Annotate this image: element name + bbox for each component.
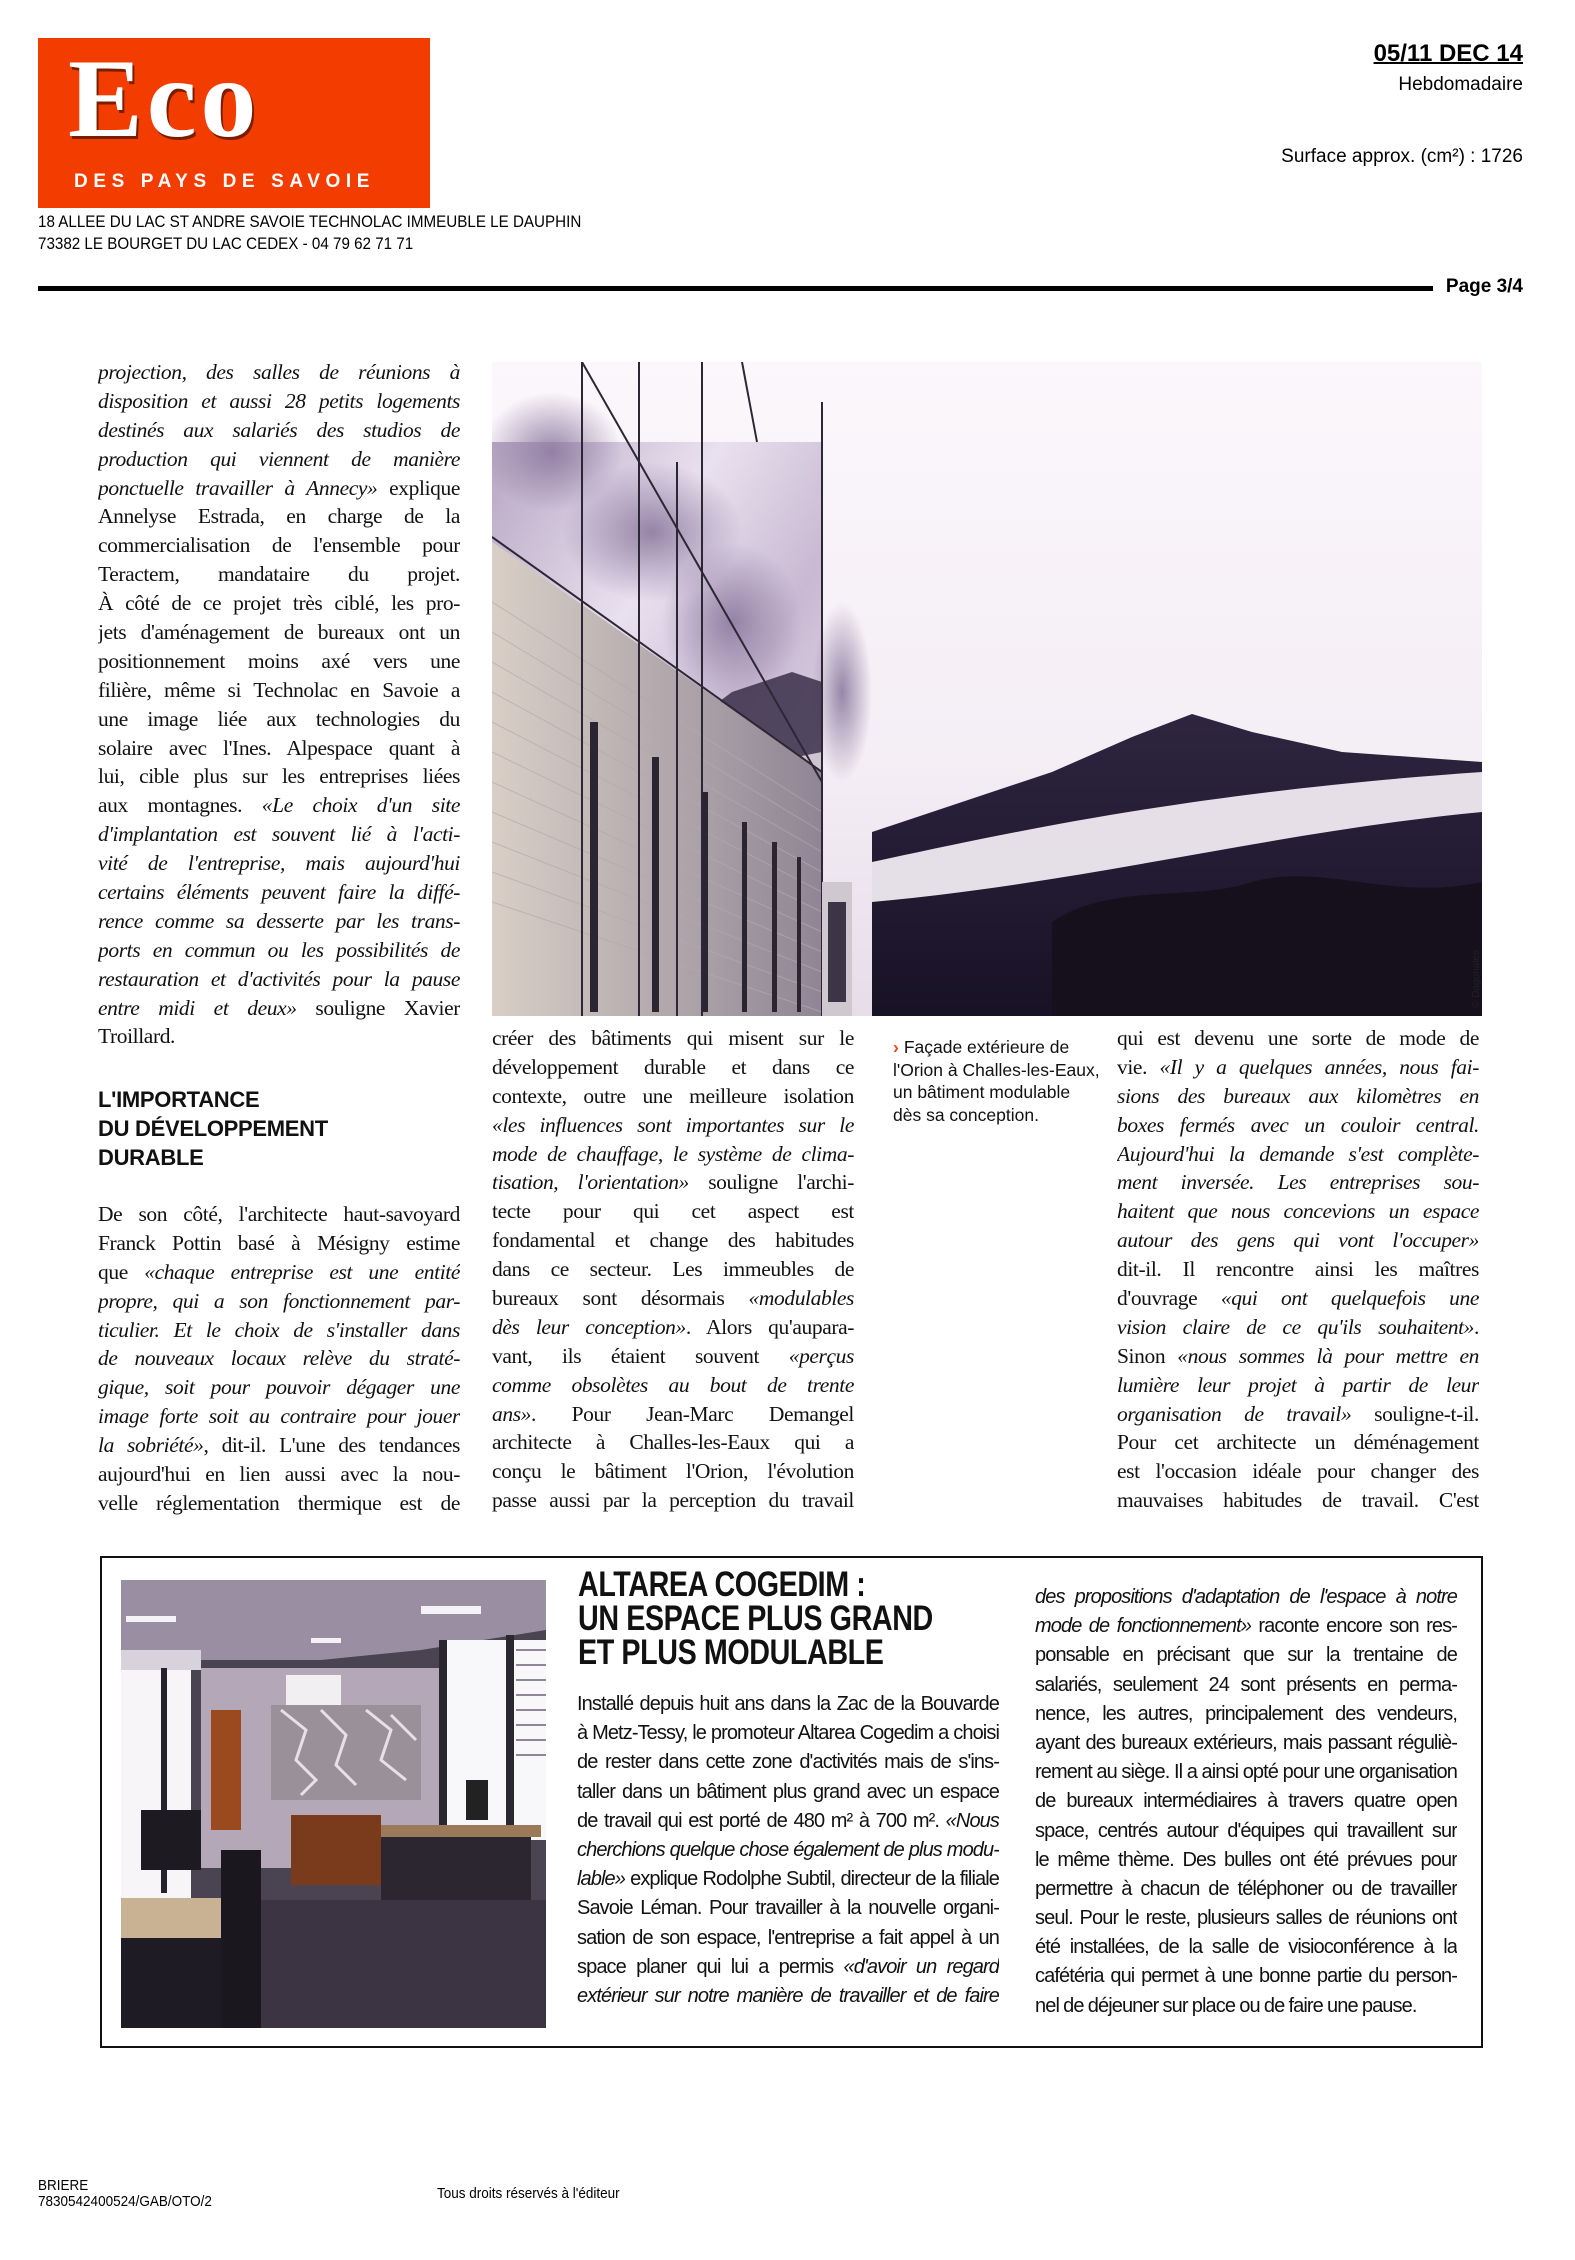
- text-line: [1117, 1428, 1479, 1457]
- quote-segment: boxes fermés avec un couloir central.: [1117, 1112, 1479, 1137]
- section-subheading: [98, 1085, 460, 1172]
- text-segment: jets d'aménagement de bureaux ont un: [98, 620, 460, 645]
- text-segment: aux montagnes.: [98, 793, 262, 818]
- article-column-1-bottom: [98, 1200, 460, 1518]
- text-segment: sation de son espace, l'entreprise a fait appel à un: [577, 1926, 999, 1949]
- text-line: [98, 502, 460, 531]
- sidebar-column-2: [1035, 1583, 1457, 2021]
- caption-arrow-icon: ›: [893, 1037, 899, 1057]
- text-line: [1117, 1024, 1479, 1053]
- text-line: [1117, 1053, 1479, 1082]
- article-column-2: [492, 1024, 854, 1515]
- text-segment: ayant des bureaux extérieurs, mais passant réguliè-: [1035, 1731, 1457, 1754]
- text-segment: créer des bâtiments qui misent sur le: [492, 1026, 854, 1050]
- client-name: BRIERE: [38, 2177, 89, 2194]
- text-line: [98, 734, 460, 763]
- text-line: [492, 1313, 854, 1342]
- quote-segment: image forte soit au contraire pour jouer: [98, 1404, 460, 1429]
- text-segment: Troillard.: [98, 1024, 176, 1049]
- text-line: [98, 531, 460, 560]
- text-line: [492, 1371, 854, 1400]
- issue-date: 05/11 DEC 14: [1373, 40, 1523, 67]
- text-line: [1117, 1140, 1479, 1169]
- text-line: [1117, 1342, 1479, 1371]
- text-segment: commercialisation de l'ensemble pour: [98, 533, 460, 558]
- sidebar-heading-line: ALTAREA COGEDIM :: [578, 1565, 866, 1604]
- text-segment: est l'occasion idéale pour changer des: [1117, 1459, 1479, 1484]
- text-line: [1035, 1612, 1457, 1641]
- text-segment: .: [1474, 1314, 1479, 1339]
- text-segment: explique Rodolphe Subtil, directeur de la filiale: [624, 1868, 999, 1891]
- text-segment: . Pour Jean-Marc Demangel: [531, 1401, 854, 1426]
- text-segment: mauvaises habitudes de travail. C'est: [1117, 1488, 1479, 1513]
- text-segment: développement durable et dans ce: [492, 1054, 854, 1079]
- text-line: [577, 1778, 999, 1807]
- text-line: [577, 1748, 999, 1777]
- quote-segment: autour des gens qui vont l'occuper»: [1117, 1228, 1479, 1253]
- text-segment: aujourd'hui en lien aussi avec la nou-: [98, 1462, 460, 1487]
- quote-segment: «perçus: [788, 1343, 854, 1368]
- text-line: [492, 1082, 854, 1111]
- text-line: [98, 474, 460, 503]
- text-line: [98, 387, 460, 416]
- text-line: [98, 647, 460, 676]
- text-line: [492, 1140, 854, 1169]
- text-segment: souligne-t-il.: [1351, 1401, 1479, 1426]
- text-line: [98, 1344, 460, 1373]
- quote-segment: dès leur conception»: [492, 1314, 686, 1339]
- text-segment: À côté de ce projet très ciblé, les pro-: [98, 591, 460, 616]
- client-reference: 7830542400524/GAB/OTO/2: [38, 2193, 212, 2210]
- text-segment: souligne l'archi-: [688, 1170, 854, 1195]
- header-rule: [38, 286, 1433, 291]
- text-segment: Sinon: [1117, 1343, 1178, 1368]
- text-segment: . Alors qu'aupara-: [685, 1314, 854, 1339]
- text-line: [492, 1284, 854, 1313]
- text-segment: explique: [377, 475, 460, 500]
- text-line: [1035, 1700, 1457, 1729]
- text-segment: une image liée aux technologies du: [98, 706, 460, 731]
- text-line: [1035, 1583, 1457, 1612]
- text-segment: à Metz-Tessy, le promoteur Altarea Cogedim a choisi: [577, 1722, 999, 1745]
- text-line: [577, 1836, 999, 1865]
- text-line: [98, 358, 460, 387]
- text-line: [98, 676, 460, 705]
- quote-segment: «qui ont quelquefois une: [1220, 1286, 1479, 1311]
- text-line: [98, 965, 460, 994]
- quote-segment: d'implantation est souvent lié à l'acti-: [98, 822, 460, 847]
- text-line: [98, 907, 460, 936]
- quote-segment: tisation, l'orientation»: [492, 1170, 689, 1195]
- text-line: [492, 1053, 854, 1082]
- text-line: [577, 1807, 999, 1836]
- text-line: [1035, 1641, 1457, 1670]
- text-line: [98, 762, 460, 791]
- quote-segment: ponctuelle travailler à Annecy»: [98, 475, 378, 500]
- text-line: [1035, 1787, 1457, 1816]
- article-column-1-top: [98, 358, 460, 1051]
- text-line: [577, 1953, 999, 1982]
- text-segment: lui, cible plus sur les entreprises liées: [98, 764, 460, 789]
- quote-segment: destinés aux salariés des studios de: [98, 417, 460, 442]
- text-line: [1035, 1671, 1457, 1700]
- quote-segment: ports en commun ou les possibilités de: [98, 937, 460, 962]
- quote-segment: «Le choix d'un site: [261, 793, 460, 818]
- text-line: [98, 416, 460, 445]
- text-line: [492, 1226, 854, 1255]
- text-segment: été installées, de la salle de visioconférence à la: [1035, 1936, 1457, 1959]
- text-line: [577, 1982, 999, 2011]
- logo-wordmark: Eco: [68, 38, 261, 161]
- quote-segment: «Nous: [945, 1809, 999, 1832]
- text-line: [98, 994, 460, 1023]
- quote-segment: rence comme sa desserte par les trans-: [98, 908, 460, 933]
- text-segment: souligne Xavier: [296, 995, 460, 1020]
- text-segment: architecte à Challes-les-Eaux qui a: [492, 1430, 854, 1455]
- text-line: [98, 820, 460, 849]
- text-segment: vie.: [1117, 1054, 1160, 1079]
- text-line: [98, 1431, 460, 1460]
- text-line: [577, 1894, 999, 1923]
- text-segment: vant, ils étaient souvent: [492, 1343, 789, 1368]
- caption-text: Façade extérieure de l'Orion à Challes-les-Eaux, un bâtiment modulable dès sa conception.: [893, 1037, 1100, 1125]
- quote-segment: sions des bureaux aux kilomètres en: [1117, 1083, 1479, 1108]
- text-line: [1035, 1992, 1457, 2021]
- text-line: [98, 791, 460, 820]
- quote-segment: mode de fonctionnement»: [1035, 1615, 1251, 1638]
- footer-client: [38, 2178, 212, 2210]
- quote-segment: restauration et d'activités pour la pause: [98, 966, 460, 991]
- text-line: [492, 1197, 854, 1226]
- text-segment: tecte pour qui cet aspect est: [492, 1199, 854, 1224]
- text-segment: de travail qui est porté de 480 m² à 700 m².: [577, 1809, 946, 1832]
- text-segment: de bureaux intermédiaires à travers quatre open: [1035, 1790, 1457, 1813]
- sidebar-heading: [578, 1565, 933, 1672]
- text-line: [1117, 1168, 1479, 1197]
- text-segment: salariés, seulement 24 sont présents en perma-: [1035, 1673, 1457, 1696]
- photo-caption: [893, 1036, 1103, 1126]
- quote-segment: Aujourd'hui la demande s'est complète-: [1117, 1141, 1479, 1166]
- quote-segment: organisation de travail»: [1117, 1401, 1352, 1426]
- text-line: [98, 1258, 460, 1287]
- text-line: [1035, 1962, 1457, 1991]
- quote-segment: la sobriété»: [98, 1433, 204, 1458]
- publication-frequency: Hebdomadaire: [1398, 74, 1523, 95]
- facade-photo-image: [492, 362, 1482, 1016]
- text-line: [98, 445, 460, 474]
- text-line: [1117, 1082, 1479, 1111]
- office-photo-image: [121, 1580, 546, 2028]
- text-line: [98, 936, 460, 965]
- publisher-address-line2: 73382 LE BOURGET DU LAC CEDEX - 04 79 62 71 71: [38, 235, 414, 253]
- quote-segment: projection, des salles de réunions à: [98, 360, 460, 384]
- sidebar-heading-line: UN ESPACE PLUS GRAND: [578, 1599, 933, 1638]
- text-line: [98, 1460, 460, 1489]
- quote-segment: comme obsolètes au bout de trente: [492, 1372, 854, 1397]
- text-segment: seul. Pour le reste, plusieurs salles de réunions ont: [1035, 1907, 1457, 1930]
- text-line: [1117, 1226, 1479, 1255]
- text-segment: filière, même si Technolac en Savoie a: [98, 677, 460, 702]
- text-line: [577, 1690, 999, 1719]
- text-line: [1117, 1486, 1479, 1515]
- quote-segment: vision claire de ce qu'ils souhaitent»: [1117, 1314, 1475, 1339]
- text-segment: dans ce secteur. Les immeubles de: [492, 1257, 854, 1282]
- subheading-line: L'IMPORTANCE: [98, 1087, 260, 1112]
- quote-segment: haitent que nous concevions un espace: [1117, 1199, 1479, 1224]
- page-number: Page 3/4: [1445, 276, 1523, 297]
- quote-segment: certains éléments peuvent faire la diffé-: [98, 880, 460, 905]
- quote-segment: des propositions d'adaptation de l'espace à notre: [1035, 1586, 1457, 1608]
- text-line: [492, 1457, 854, 1486]
- quote-segment: «d'avoir un regard: [843, 1955, 999, 1978]
- facade-photo: [492, 362, 1482, 1016]
- text-line: [492, 1024, 854, 1053]
- text-line: [1035, 1817, 1457, 1846]
- text-line: [1117, 1111, 1479, 1140]
- quote-segment: propre, qui a son fonctionnement par-: [98, 1288, 460, 1313]
- text-segment: de rester dans cette zone d'activités mais de s'ins-: [577, 1751, 999, 1774]
- text-line: [1117, 1284, 1479, 1313]
- text-segment: Savoie Léman. Pour travailler à la nouvelle organi-: [577, 1897, 999, 1920]
- subheading-line: DU DÉVELOPPEMENT: [98, 1116, 328, 1141]
- text-line: [98, 589, 460, 618]
- text-segment: d'ouvrage: [1117, 1286, 1221, 1311]
- text-segment: permettre à chacun de téléphoner ou de travailler: [1035, 1877, 1457, 1900]
- text-line: [98, 1402, 460, 1431]
- quote-segment: ment inversée. Les entreprises sou-: [1117, 1170, 1479, 1195]
- text-segment: le même thème. Des bulles ont été prévues pour: [1035, 1848, 1457, 1871]
- quote-segment: «chaque entreprise est une entité: [144, 1259, 460, 1284]
- text-line: [1035, 1758, 1457, 1787]
- text-line: [492, 1168, 854, 1197]
- text-segment: bureaux sont désormais: [492, 1286, 749, 1311]
- text-line: [492, 1111, 854, 1140]
- quote-segment: de nouveaux locaux relève du straté-: [98, 1346, 460, 1371]
- text-segment: ponsable en précisant que sur la trentaine de: [1035, 1644, 1457, 1667]
- text-line: [98, 1200, 460, 1229]
- text-segment: , dit-il. L'une des tendances: [203, 1433, 460, 1458]
- text-segment: space, centrés autour d'équipes qui travaillent sur: [1035, 1819, 1457, 1842]
- publication-logo: [38, 38, 430, 208]
- quote-segment: gique, soit pour pouvoir dégager une: [98, 1375, 460, 1400]
- text-line: [98, 705, 460, 734]
- text-line: [98, 1316, 460, 1345]
- photo-credit: © Dagonales: [1471, 950, 1482, 1008]
- text-segment: solaire avec l'Ines. Alpespace quant à: [98, 735, 460, 760]
- text-segment: positionnement moins axé vers une: [98, 648, 460, 673]
- text-line: [1117, 1371, 1479, 1400]
- text-line: [492, 1428, 854, 1457]
- text-line: [1117, 1197, 1479, 1226]
- text-segment: Annelyse Estrada, en charge de la: [98, 504, 460, 529]
- text-segment: passe aussi par la perception du travail: [492, 1488, 854, 1513]
- text-line: [1035, 1933, 1457, 1962]
- sidebar-column-1: [577, 1690, 999, 2011]
- quote-segment: «modulables: [748, 1286, 854, 1311]
- text-line: [98, 560, 460, 589]
- text-line: [98, 1373, 460, 1402]
- text-segment: taller dans un bâtiment plus grand avec un espace: [577, 1780, 999, 1803]
- text-segment: qui est devenu une sorte de mode de: [1117, 1026, 1479, 1050]
- text-line: [1117, 1313, 1479, 1342]
- text-line: [492, 1255, 854, 1284]
- article-column-3: [1117, 1024, 1479, 1515]
- text-line: [1117, 1255, 1479, 1284]
- text-segment: Installé depuis huit ans dans la Zac de la Bouvarde: [577, 1693, 999, 1715]
- sidebar-heading-line: ET PLUS MODULABLE: [578, 1633, 884, 1672]
- footer-rights: Tous droits réservés à l'éditeur: [437, 2185, 620, 2202]
- text-segment: fondamental et change des habitudes: [492, 1228, 854, 1253]
- quote-segment: vité de l'entreprise, mais aujourd'hui: [98, 851, 460, 876]
- text-segment: raconte encore son res-: [1250, 1615, 1457, 1638]
- text-line: [577, 1865, 999, 1894]
- quote-segment: cherchions quelque chose également de plus modu-: [577, 1838, 999, 1861]
- quote-segment: entre midi et deux»: [98, 995, 297, 1020]
- text-line: [492, 1400, 854, 1429]
- text-segment: rement au siège. Il a ainsi opté pour une organisation: [1035, 1761, 1457, 1784]
- quote-segment: disposition et aussi 28 petits logements: [98, 388, 460, 413]
- publisher-address-line1: 18 ALLEE DU LAC ST ANDRE SAVOIE TECHNOLAC IMMEUBLE LE DAUPHIN: [38, 213, 582, 231]
- text-segment: space planer qui lui a permis: [577, 1955, 844, 1978]
- text-line: [98, 1489, 460, 1518]
- text-line: [1035, 1846, 1457, 1875]
- text-line: [1035, 1875, 1457, 1904]
- text-line: [1117, 1457, 1479, 1486]
- quote-segment: «les influences sont importantes sur le: [492, 1112, 854, 1137]
- text-segment: De son côté, l'architecte haut-savoyard: [98, 1202, 460, 1226]
- text-line: [98, 1229, 460, 1258]
- text-line: [492, 1342, 854, 1371]
- surface-area: Surface approx. (cm²) : 1726: [1281, 146, 1523, 167]
- quote-segment: extérieur sur notre manière de travailler et de faire: [577, 1984, 999, 2007]
- text-line: [577, 1924, 999, 1953]
- text-line: [577, 1719, 999, 1748]
- text-line: [1035, 1904, 1457, 1933]
- logo-subtitle: DES PAYS DE SAVOIE: [74, 171, 376, 192]
- text-segment: Franck Pottin basé à Mésigny estime: [98, 1230, 460, 1255]
- text-line: [98, 618, 460, 647]
- text-line: [492, 1486, 854, 1515]
- text-segment: dit-il. Il rencontre ainsi les maîtres: [1117, 1257, 1479, 1282]
- text-line: [98, 1287, 460, 1316]
- quote-segment: lable»: [577, 1868, 625, 1891]
- text-line: [98, 878, 460, 907]
- quote-segment: mode de chauffage, le système de clima-: [492, 1141, 854, 1166]
- text-segment: nence, les autres, principalement des vendeurs,: [1035, 1702, 1457, 1725]
- quote-segment: production qui viennent de manière: [98, 446, 460, 471]
- text-line: [98, 1022, 460, 1051]
- subheading-line: DURABLE: [98, 1145, 204, 1170]
- text-line: [98, 849, 460, 878]
- text-line: [1117, 1400, 1479, 1429]
- quote-segment: ticulier. Et le choix de s'installer dans: [98, 1317, 460, 1342]
- text-segment: velle réglementation thermique est de: [98, 1490, 460, 1515]
- text-segment: cafétéria qui permet à une bonne partie du person-: [1035, 1965, 1457, 1988]
- text-segment: contexte, outre une meilleure isolation: [492, 1083, 854, 1108]
- quote-segment: lumière leur projet à partir de leur: [1117, 1372, 1479, 1397]
- text-segment: que: [98, 1259, 145, 1284]
- text-segment: Pour cet architecte un déménagement: [1117, 1430, 1479, 1455]
- quote-segment: «nous sommes là pour mettre en: [1177, 1343, 1479, 1368]
- quote-segment: ans»: [492, 1401, 532, 1426]
- text-segment: nel de déjeuner sur place ou de faire une pause.: [1035, 1994, 1417, 2017]
- text-segment: conçu le bâtiment l'Orion, l'évolution: [492, 1459, 854, 1484]
- office-photo: [121, 1580, 546, 2028]
- quote-segment: «Il y a quelques années, nous fai-: [1159, 1054, 1479, 1079]
- text-segment: Teractem, mandataire du projet.: [98, 562, 460, 587]
- text-line: [1035, 1729, 1457, 1758]
